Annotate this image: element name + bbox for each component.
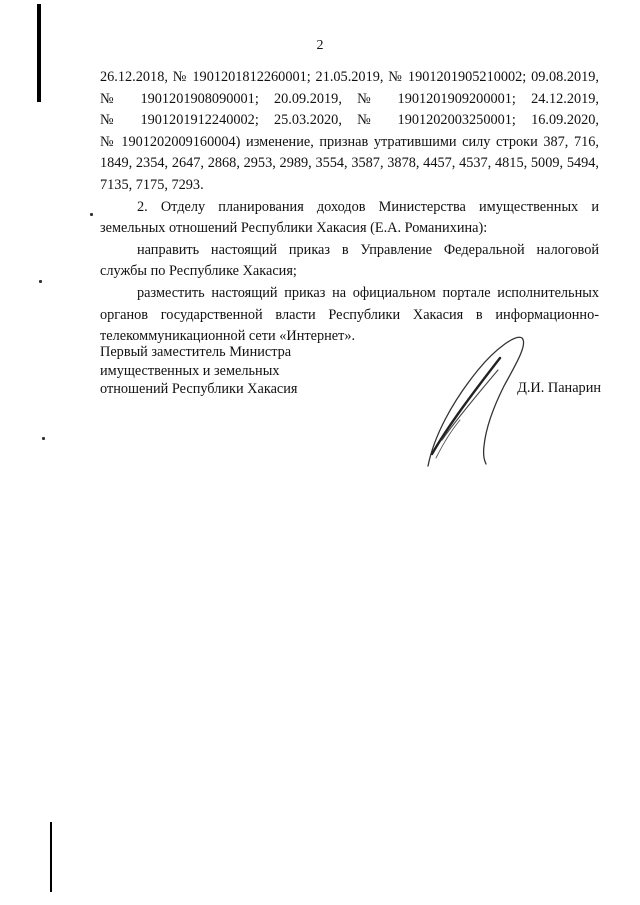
continuation-line-1: 26.12.2018, № 1901201812260001; 21.05.2019, № 1901201905210002; 09.08.2019, xyxy=(100,69,599,85)
scan-speck xyxy=(42,437,45,440)
scan-speck xyxy=(90,213,93,216)
continuation-line-3: № 1901201912240002; 25.03.2020, № 1901202003250001; 16.09.2020, xyxy=(100,112,599,129)
signatory-position-line: отношений Республики Хакасия xyxy=(100,381,298,397)
handwritten-signature xyxy=(420,328,530,478)
scan-edge-mark-bottom xyxy=(50,822,52,892)
scan-speck xyxy=(39,280,42,283)
continuation-paragraph-tail: № 1901202009160004) изменение, признав утратившими силу строки 387, 716, 1849, 2354, 2647, 2868, 2953, 2989, 3554, 3587, 3878, 4457, 4537, 4815, 5009, 5494, 7135, 7175, 7293. xyxy=(100,133,599,193)
continuation-line-2: № 1901201908090001; 20.09.2019, № 1901201909200001; 24.12.2019, xyxy=(100,90,599,107)
document-body xyxy=(100,67,599,348)
signatory-position-line: Первый заместитель Министра xyxy=(100,344,292,360)
signatory-name: Д.И. Панарин xyxy=(517,380,601,396)
signatory-position xyxy=(100,343,298,399)
paragraph-publish-order: разместить настоящий приказ на официальном портале исполнительных органов государственной власти Республики Хакасия в информационно-телекоммуникационной сети «Интернет». xyxy=(100,284,599,345)
paragraph-item-2: 2. Отделу планирования доходов Министерства имущественных и земельных отношений Республики Хакасия (Е.А. Романихина): xyxy=(100,198,599,237)
signatory-position-line: имущественных и земельных xyxy=(100,362,280,379)
paragraph-send-order: направить настоящий приказ в Управление Федеральной налоговой службы по Республике Хакасия; xyxy=(100,241,599,280)
page-number: 2 xyxy=(316,38,324,53)
